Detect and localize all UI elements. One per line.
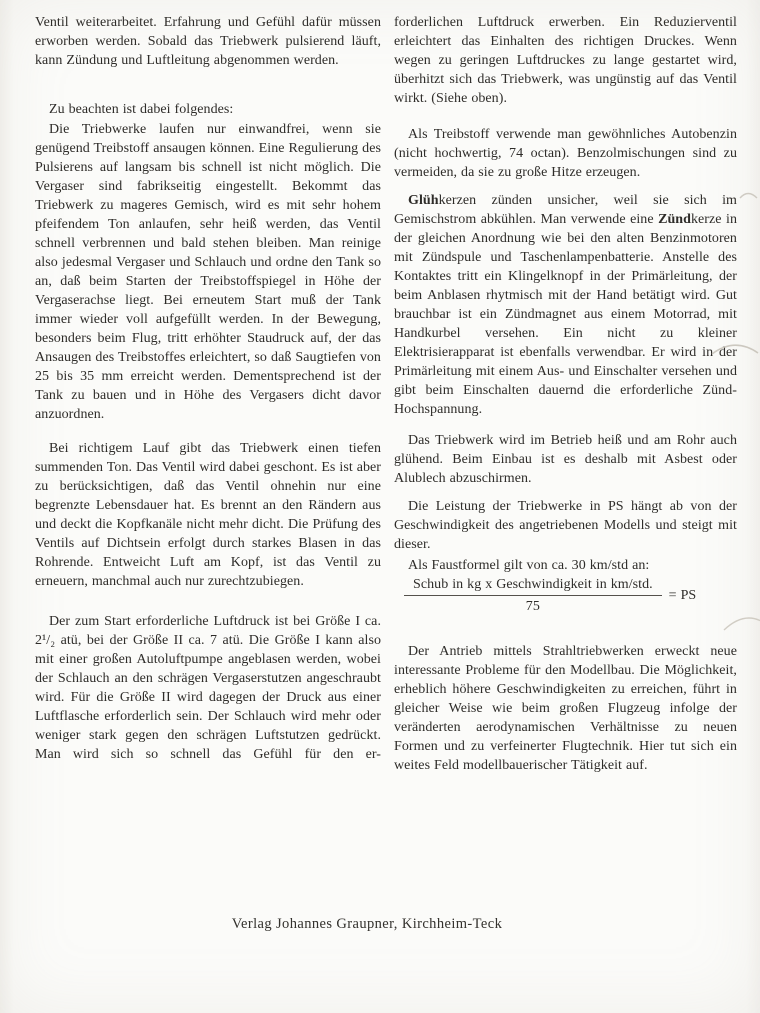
bold-term: Glüh [408, 193, 439, 208]
text-run: Ventil weiterarbeitet. Erfahrung und Gefühl dafür müssen erworben werden. Sobald das Triebwerk pulsierend läuft, kann Zündung und Luftleitung abgenommen werden. [35, 15, 381, 68]
text-run: Die Triebwerke laufen nur einwandfrei, wenn sie genügend Treibstoff ansaugen können. Eine Regulierung des Pulsierens auf langsam bis schnell ist nicht möglich. Die Vergaser sind fabrikseitig eingestellt. Bekommt das Triebwerk zu mageres Gemisch, wird es mit sehr hohem pfeifendem Ton anlaufen, sehr heiß werden, das Ventil schnell verbrennen und bald stehen bleiben. Man reinige also jedesmal Vergaser und Schlauch und ordne den Tank so an, daß beim Starten der Treibstoffspiegel in Höhe der Vergaserachse liegt. Bei erneutem Start muß der Tank immer wieder voll aufgefüllt werden. In der Bewegung, besonders beim Flug, tritt erhöhter Staudruck auf, der das Ansaugen des Treibstoffes erleichtert, so daß Saugtiefen von 25 bis 35 mm erreicht werden. Dementsprechend ist der Tank zu bauen und in Höhe des Vergasers dicht davor anzuordnen. [35, 122, 381, 422]
text-run: forderlichen Luftdruck erwerben. Ein Reduzierventil erleichtert das Einhalten des richtigen Druckes. Wenn wegen zu geringen Luftdruckes zu lange gestartet wird, überhitzt sich das Triebwerk, was ungünstig auf das Ventil wirkt. (Siehe oben). [394, 15, 737, 106]
text-run: Der Antrieb mittels Strahltriebwerken erweckt neue interessante Probleme für den Modellbau. Die Möglichkeit, erheblich höhere Geschwindigkeiten zu erreichen, führt in gleicher Weise wie beim großen Flugzeug infolge der veränderten aerodynamischen Verhältnisse zu neuen Formen und zu verfeinerter Flugtechnik. Hier tut sich ein weites Feld modellbauerischer Tätigkeit auf. [394, 644, 737, 773]
text-run: Zu beachten ist dabei folgendes: [49, 102, 234, 117]
text-run: Das Triebwerk wird im Betrieb heiß und am Rohr auch glühend. Beim Einbau ist es deshalb mit Asbest oder Alublech abzuschirmen. [394, 433, 737, 486]
formula-row [404, 575, 737, 616]
fraction-numerator: Schub in kg x Geschwindigkeit in km/std. [404, 575, 662, 596]
paragraph [35, 612, 381, 764]
paragraph [394, 191, 737, 419]
formula-block [394, 556, 737, 616]
publisher-line: Verlag Johannes Graupner, Kirchheim-Teck [231, 916, 503, 932]
column-left [35, 13, 381, 775]
paragraph [35, 100, 381, 119]
column-right [394, 13, 737, 775]
fraction-denominator: 75 [525, 599, 540, 614]
fraction [404, 575, 662, 616]
bold-term: Zünd [658, 212, 691, 227]
text-run: Der zum Start erforderliche Luftdruck ist bei Größe I ca. 2¹/₂ atü, bei der Größe II ca. 7 atü. Die Größe I kann also mit einer großen Autoluftpumpe angeblasen werden, wobei der Schlauch an den schrägen Vergaserstutzen angeschraubt wird. Für die Größe II wird dagegen der Druck aus einer Luftflasche erforderlich sein. Der Schlauch wird mehr oder weniger stark gegen den schrägen Luftstutzen gedrückt. Man wird sich so schnell das Gefühl für den er- [35, 614, 381, 762]
formula-result: = PS [668, 588, 697, 603]
paragraph [394, 642, 737, 775]
text-run: Bei richtigem Lauf gibt das Triebwerk einen tiefen summenden Ton. Das Ventil wird dabei geschont. Es ist aber zu berücksichtigen, daß das Ventil ohnehin nur eine begrenzte Lebensdauer hat. Es brennt an den Rändern aus und deckt die Kopfkanäle nicht mehr dicht. Die Prüfung des Ventils auf Dichtsein erfolgt durch starkes Blasen in das Rohrende. Entweicht Luft am Kopf, ist das Ventil zu erneuern, manchmal auch nur zurechtzubiegen. [35, 441, 381, 589]
paragraph [394, 13, 737, 108]
text-run: kerze in der gleichen Anordnung wie bei den alten Benzinmotoren mit Zündspule und Taschenlampenbatterie. Anstelle des Kontaktes tritt ein Klingelknopf in der Primärleitung, der beim Anblasen rhytmisch mit der Hand betätigt wird. Gut brauchbar ist ein Zündmagnet aus einem Motorrad, mit Handkurbel versehen. Ein nicht zu kleiner Elektrisierapparat ist ebenfalls verwendbar. Er wird in der Primärleitung mit einem Aus- und Einschalter versehen und gibt beim Einschalten dauernd die erforderliche Zünd-Hochspannung. [394, 212, 737, 417]
paragraph [394, 431, 737, 488]
text-run: Die Leistung der Triebwerke in PS hängt ab von der Geschwindigkeit des angetriebenen Modells und steigt mit dieser. [394, 499, 737, 552]
paragraph [394, 497, 737, 554]
paragraph [35, 13, 381, 70]
paragraph [35, 120, 381, 424]
page-footer [0, 916, 734, 933]
paragraph [394, 125, 737, 182]
paragraph [35, 439, 381, 591]
text-run: Als Treibstoff verwende man gewöhnliches Autobenzin (nicht hochwertig, 74 octan). Benzolmischungen sind zu vermeiden, da sie zu große Hitze erzeugen. [394, 127, 737, 180]
text-run: kerzen zünden unsicher, weil sie sich im Gemischstrom abkühlen. Man verwende eine [394, 193, 737, 227]
formula-intro: Als Faustformel gilt von ca. 30 km/std an: [408, 558, 650, 573]
